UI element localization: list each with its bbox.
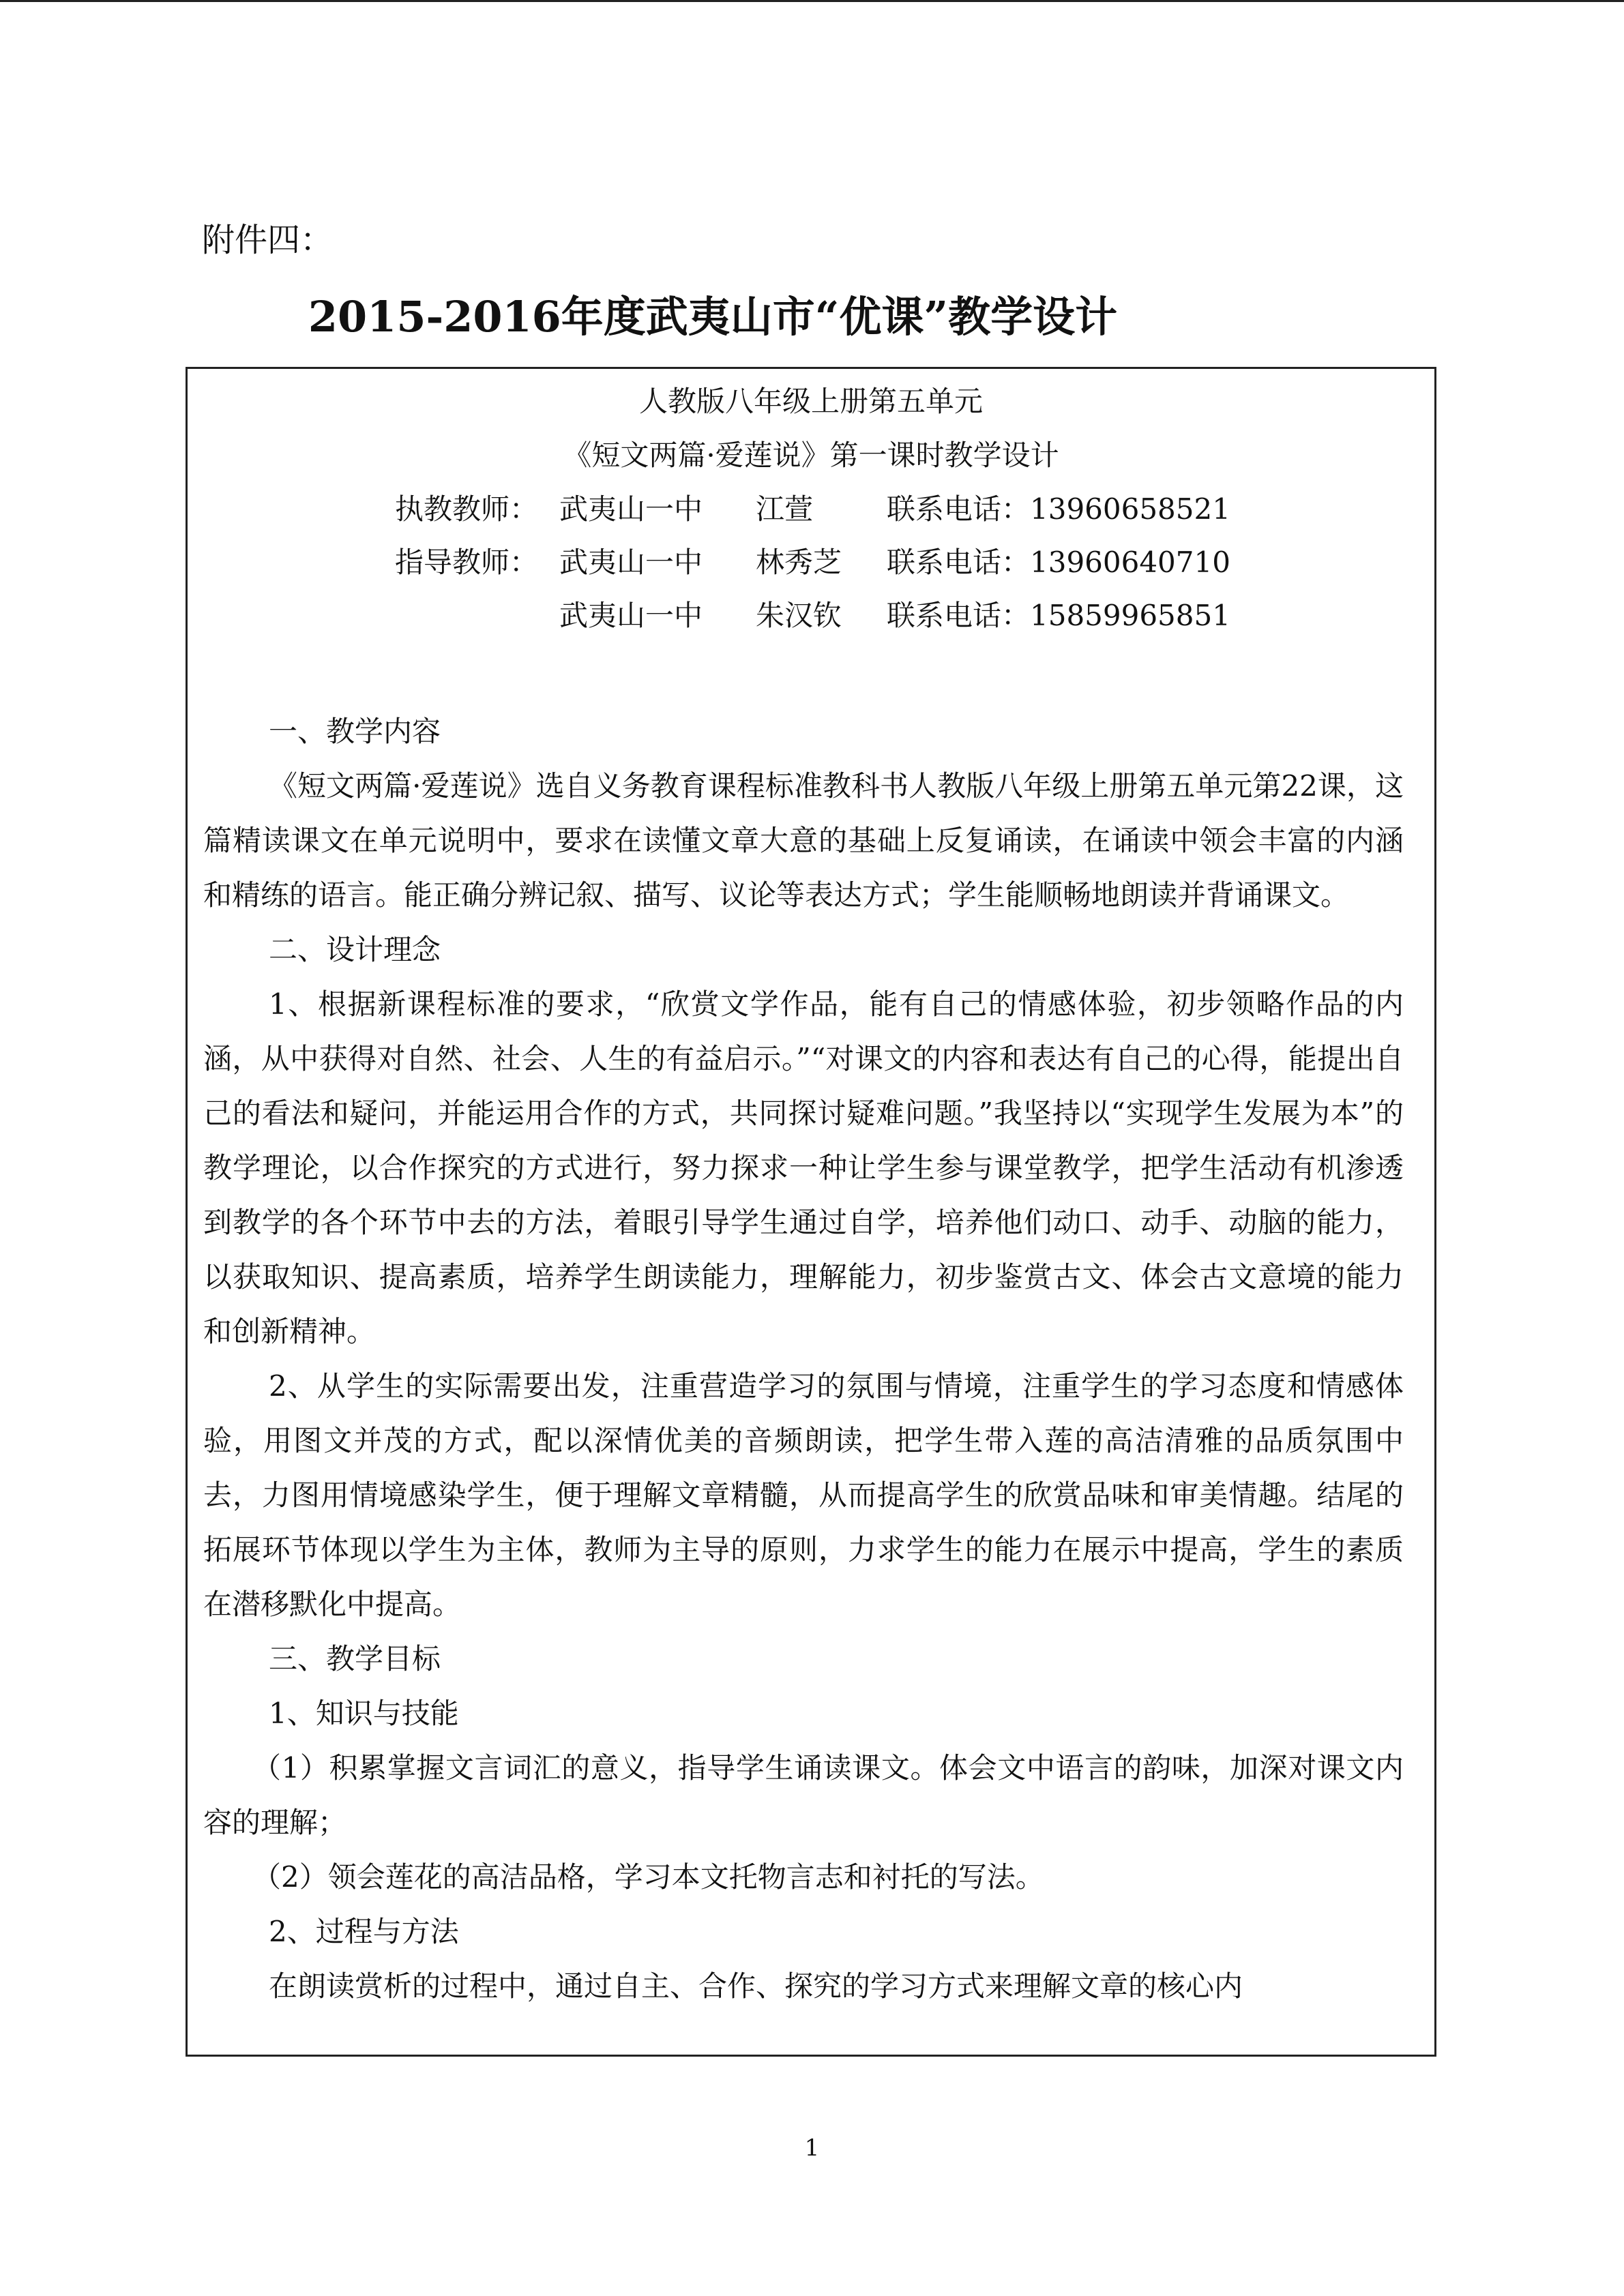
contact-phone: 联系电话：13960658521 — [887, 492, 1230, 526]
unit-line: 人教版八年级上册第五单元 — [638, 385, 983, 418]
contact-school: 武夷山一中 — [559, 492, 703, 526]
content-paragraph: 《短文两篇·爱莲说》选自义务教育课程标准教科书人教版八年级上册第五单元第22课，这篇精读课文在单元说明中，要求在读懂文章大意的基础上反复诵读，在诵读中领会丰富的内涵和精练的语言。能正确分辨记叙、描写、议论等表达方式；学生能顺畅地朗读并背诵课文。 — [203, 769, 1404, 912]
process-paragraph: 在朗读赏析的过程中，通过自主、合作、探究的学习方式来理解文章的核心内 — [269, 1969, 1243, 2003]
objective-subheading-process: 2、过程与方法 — [269, 1915, 459, 1948]
section-heading-concept: 二、设计理念 — [269, 933, 441, 966]
concept-paragraph-1: 1、根据新课程标准的要求，“欣赏文学作品，能有自己的情感体验，初步领略作品的内涵，从中获得对自然、社会、人生的有益启示。”“对课文的内容和表达有自己的心得，能提出自己的看法和疑问，并能运用合作的方式，共同探讨疑难问题。”我坚持以“实现学生发展为本”的教学理论，以合作探究的方式进行，努力探求一种让学生参与课堂教学，把学生活动有机渗透到教学的各个环节中去的方法，着眼引导学生通过自学，培养他们动口、动手、动脑的能力，以获取知识、提高素质，培养学生朗读能力，理解能力，初步鉴赏古文、体会古文意境的能力和创新精神。 — [203, 987, 1404, 1348]
concept-paragraph-2: 2、从学生的实际需要出发，注重营造学习的氛围与情境，注重学生的学习态度和情感体验，用图文并茂的方式，配以深情优美的音频朗读，把学生带入莲的高洁清雅的品质氛围中去，力图用情境感染学生，便于理解文章精髓，从而提高学生的欣赏品味和审美情趣。结尾的拓展环节体现以学生为主体，教师为主导的原则，力求学生的能力在展示中提高，学生的素质在潜移默化中提高。 — [203, 1369, 1404, 1621]
top-border-line — [0, 0, 1624, 2]
contact-phone: 联系电话：15859965851 — [887, 599, 1230, 632]
contact-name: 林秀芝 — [756, 546, 842, 579]
objective-item-1: （1）积累掌握文言词汇的意义，指导学生诵读课文。体会文中语言的韵味，加深对课文内容的理解； — [203, 1751, 1404, 1839]
contact-role: 指导教师： — [395, 546, 539, 579]
content-frame — [186, 367, 1436, 2057]
objective-subheading-knowledge: 1、知识与技能 — [269, 1697, 459, 1730]
lesson-title-line: 《短文两篇·爱莲说》第一课时教学设计 — [563, 438, 1059, 472]
lesson-body — [203, 704, 1404, 2014]
contact-name: 朱汉钦 — [756, 599, 842, 632]
contact-school: 武夷山一中 — [559, 546, 703, 579]
document-title: 2015-2016年度武夷山市“优课”教学设计 — [308, 292, 1118, 342]
attachment-label: 附件四： — [202, 221, 334, 259]
contact-role: 执教教师： — [395, 492, 539, 526]
section-heading-objectives: 三、教学目标 — [269, 1642, 441, 1675]
contact-school: 武夷山一中 — [559, 599, 703, 632]
section-heading-content: 一、教学内容 — [269, 715, 441, 748]
contact-phone: 联系电话：13960640710 — [887, 546, 1230, 579]
objective-item-2: （2）领会莲花的高洁品格，学习本文托物言志和衬托的写法。 — [252, 1860, 1044, 1894]
page-number: 1 — [804, 2134, 820, 2162]
contact-name: 江萱 — [756, 492, 814, 526]
